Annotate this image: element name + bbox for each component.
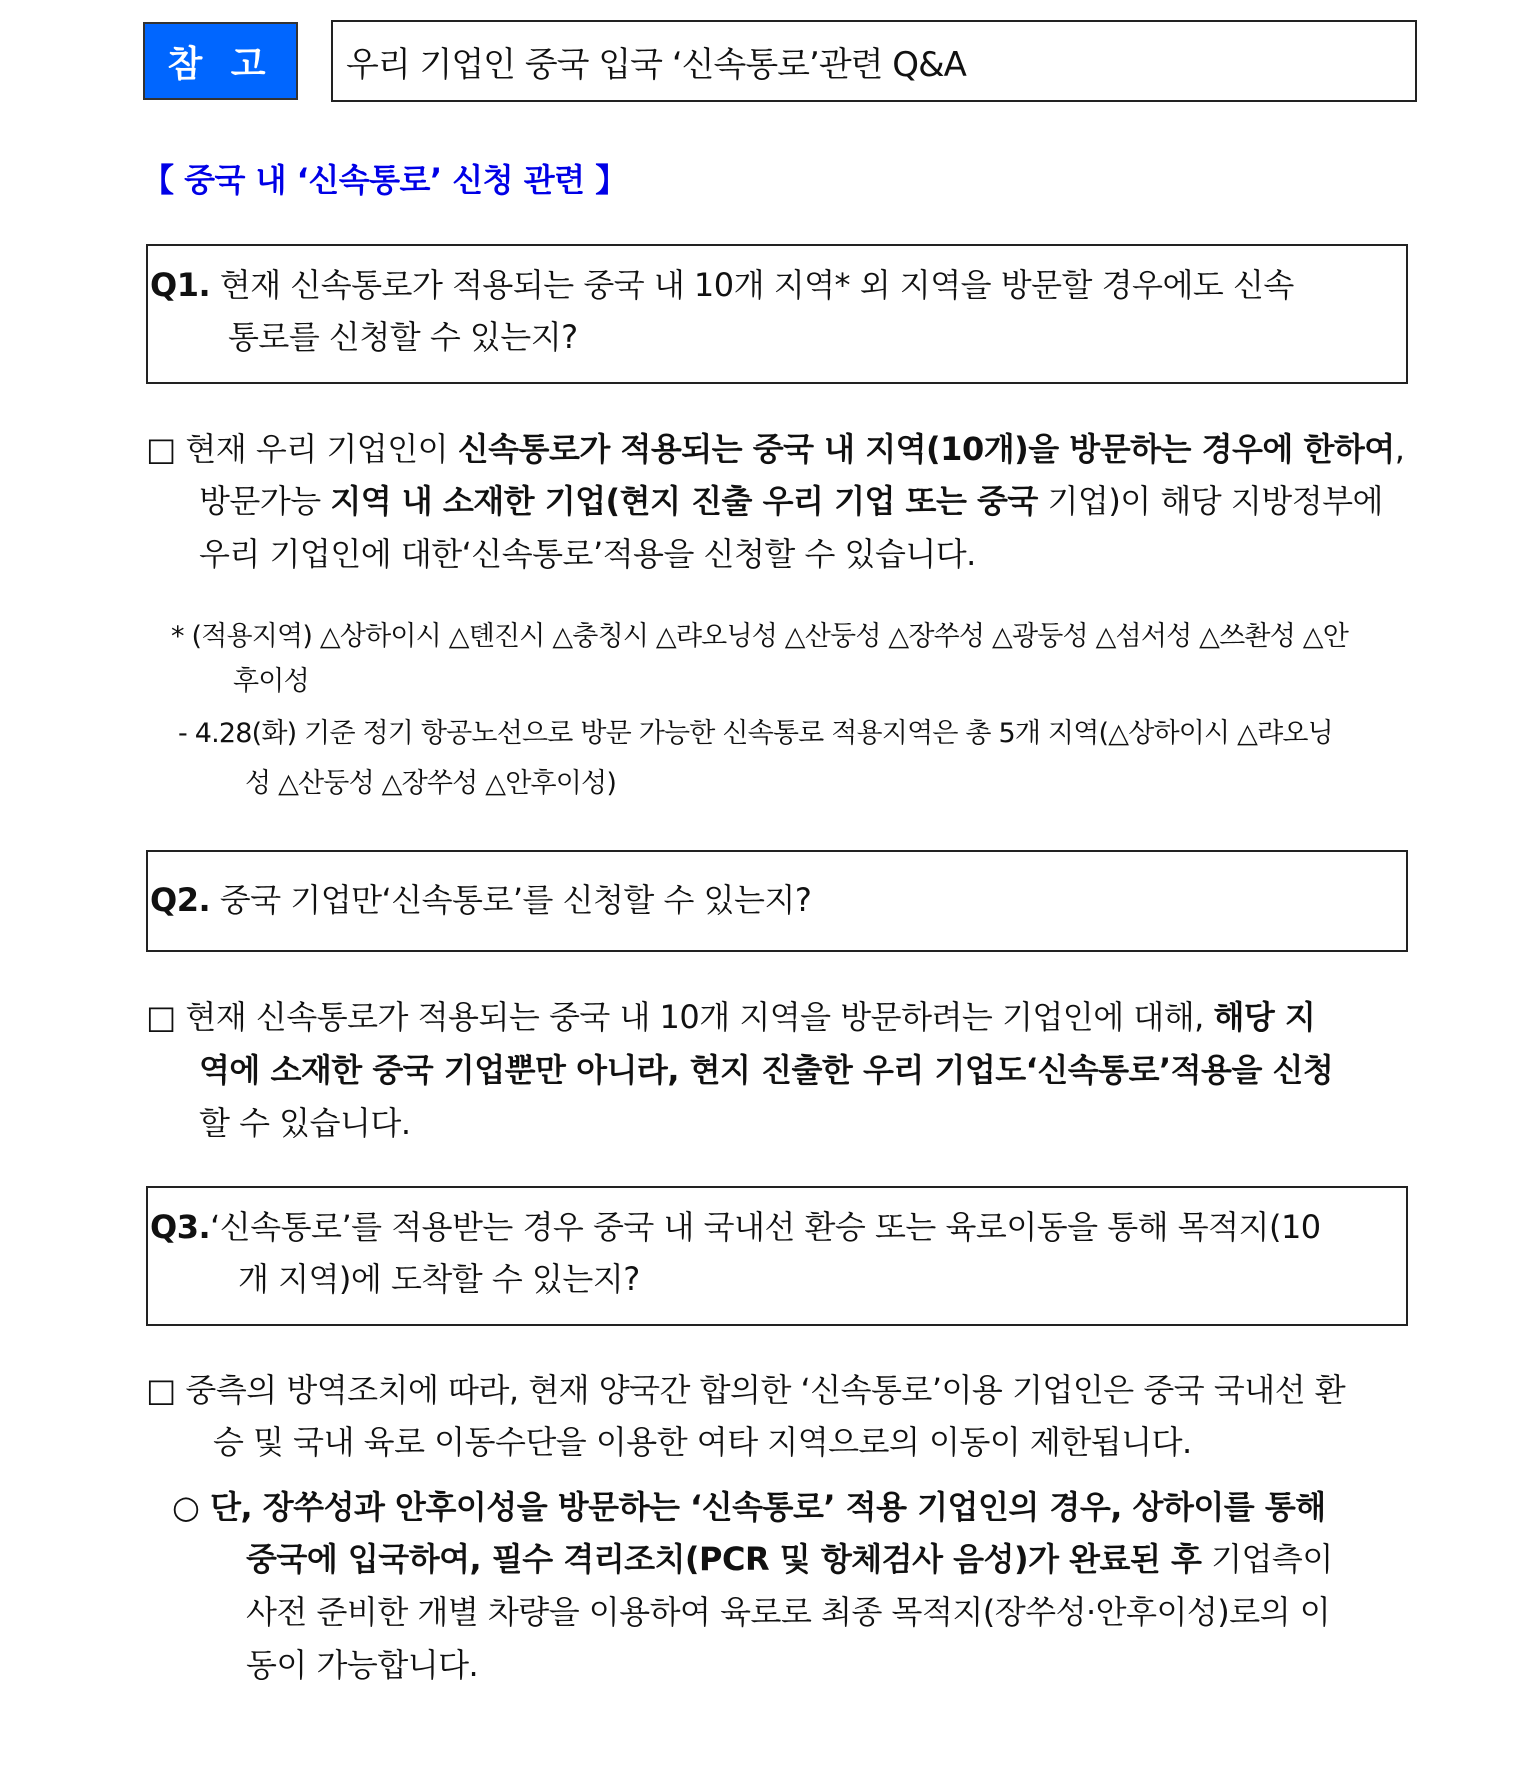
answer-emphasis: 단, 장쑤성과 안후이성을 방문하는 ‘신속통로’ 적용 기업인의 경우, 상하이를 통해 bbox=[199, 1488, 1326, 1526]
bullet-square: □ bbox=[146, 1371, 176, 1409]
bullet-square: □ bbox=[146, 998, 176, 1036]
answer-text: 기업측이 bbox=[1201, 1540, 1333, 1578]
answer-2-line-1 bbox=[146, 990, 1315, 1045]
question-3-line-2: 개 지역)에 도착할 수 있는지? bbox=[238, 1260, 640, 1298]
answer-text: 현재 신속통로가 적용되는 중국 내 10개 지역을 방문하려는 기업인에 대해, bbox=[175, 998, 1214, 1036]
answer-1-line-2 bbox=[199, 474, 1383, 529]
page-title-text: 우리 기업인 중국 입국 ‘신속통로’관련 Q&A bbox=[346, 44, 966, 85]
answer-text: 현재 우리 기업인이 bbox=[175, 430, 458, 468]
answer-text: 기업)이 해당 지방정부에 bbox=[1037, 482, 1383, 520]
question-number: Q1. bbox=[150, 266, 211, 304]
footnote-regions-line-1: * (적용지역) △상하이시 △톈진시 △충칭시 △랴오닝성 △산둥성 △장쑤성 △광둥성 △섬서성 △쓰촨성 △안 bbox=[171, 621, 1349, 652]
answer-emphasis: 지역 내 소재한 기업(현지 진출 우리 기업 또는 중국 bbox=[330, 482, 1038, 520]
answer-emphasis: 중국에 입국하여, 필수 격리조치(PCR 및 항체검사 음성)가 완료된 후 bbox=[246, 1540, 1202, 1578]
answer-3-sub-line-3: 사전 준비한 개별 차량을 이용하여 육로로 최종 목적지(장쑤성·안후이성)로의 이 bbox=[246, 1593, 1331, 1631]
question-text: 현재 신속통로가 적용되는 중국 내 10개 지역* 외 지역을 방문할 경우에도 신속 bbox=[210, 266, 1294, 304]
question-1-line-2: 통로를 신청할 수 있는지? bbox=[228, 318, 578, 356]
answer-1-line-3: 우리 기업인에 대한‘신속통로’적용을 신청할 수 있습니다. bbox=[199, 535, 976, 573]
answer-text: , bbox=[1394, 430, 1405, 468]
answer-2-line-2: 역에 소재한 중국 기업뿐만 아니라, 현지 진출한 우리 기업도‘신속통로’적용을 신청 bbox=[199, 1051, 1334, 1089]
answer-3-sub-line-2 bbox=[246, 1532, 1333, 1587]
question-text: ‘신속통로’를 적용받는 경우 중국 내 국내선 환승 또는 육로이동을 통해 목적지(10 bbox=[210, 1208, 1321, 1246]
reference-badge: 참 고 bbox=[143, 22, 298, 100]
page-title bbox=[331, 20, 1417, 102]
question-number: Q3. bbox=[150, 1208, 211, 1246]
answer-3-line-1 bbox=[146, 1363, 1345, 1418]
answer-3-sub-line-4: 동이 가능합니다. bbox=[246, 1646, 479, 1684]
answer-text: 방문가능 bbox=[199, 482, 331, 520]
answer-emphasis: 해당 지 bbox=[1213, 998, 1316, 1036]
question-text: 중국 기업만‘신속통로’를 신청할 수 있는지? bbox=[210, 881, 812, 919]
footnote-flights-line-1: - 4.28(화) 기준 정기 항공노선으로 방문 가능한 신속통로 적용지역은 총 5개 지역(△상하이시 △랴오닝 bbox=[178, 718, 1333, 749]
answer-1-line-1 bbox=[146, 422, 1404, 477]
bullet-square: □ bbox=[146, 430, 176, 468]
answer-text: 중측의 방역조치에 따라, 현재 양국간 합의한 ‘신속통로’이용 기업인은 중국 국내선 환 bbox=[175, 1371, 1346, 1409]
section-heading: 【 중국 내 ‘신속통로’ 신청 관련 】 bbox=[142, 161, 627, 199]
question-3-box bbox=[146, 1186, 1408, 1326]
footnote-flights-line-2: 성 △산둥성 △장쑤성 △안후이성) bbox=[245, 768, 617, 799]
question-number: Q2. bbox=[150, 881, 211, 919]
question-1-line-1 bbox=[150, 258, 1294, 313]
answer-2-line-3: 할 수 있습니다. bbox=[199, 1104, 411, 1142]
answer-emphasis: 신속통로가 적용되는 중국 내 지역(10개)을 방문하는 경우에 한하여 bbox=[457, 430, 1395, 468]
bullet-circle: ○ bbox=[172, 1488, 200, 1526]
answer-3-line-2: 승 및 국내 육로 이동수단을 이용한 여타 지역으로의 이동이 제한됩니다. bbox=[213, 1423, 1192, 1461]
question-2-line-1 bbox=[150, 873, 811, 928]
footnote-regions-line-2: 후이성 bbox=[233, 666, 309, 697]
answer-3-sub-line-1 bbox=[172, 1480, 1326, 1535]
question-2-box bbox=[146, 850, 1408, 952]
question-1-box bbox=[146, 244, 1408, 384]
question-3-line-1 bbox=[150, 1200, 1321, 1255]
